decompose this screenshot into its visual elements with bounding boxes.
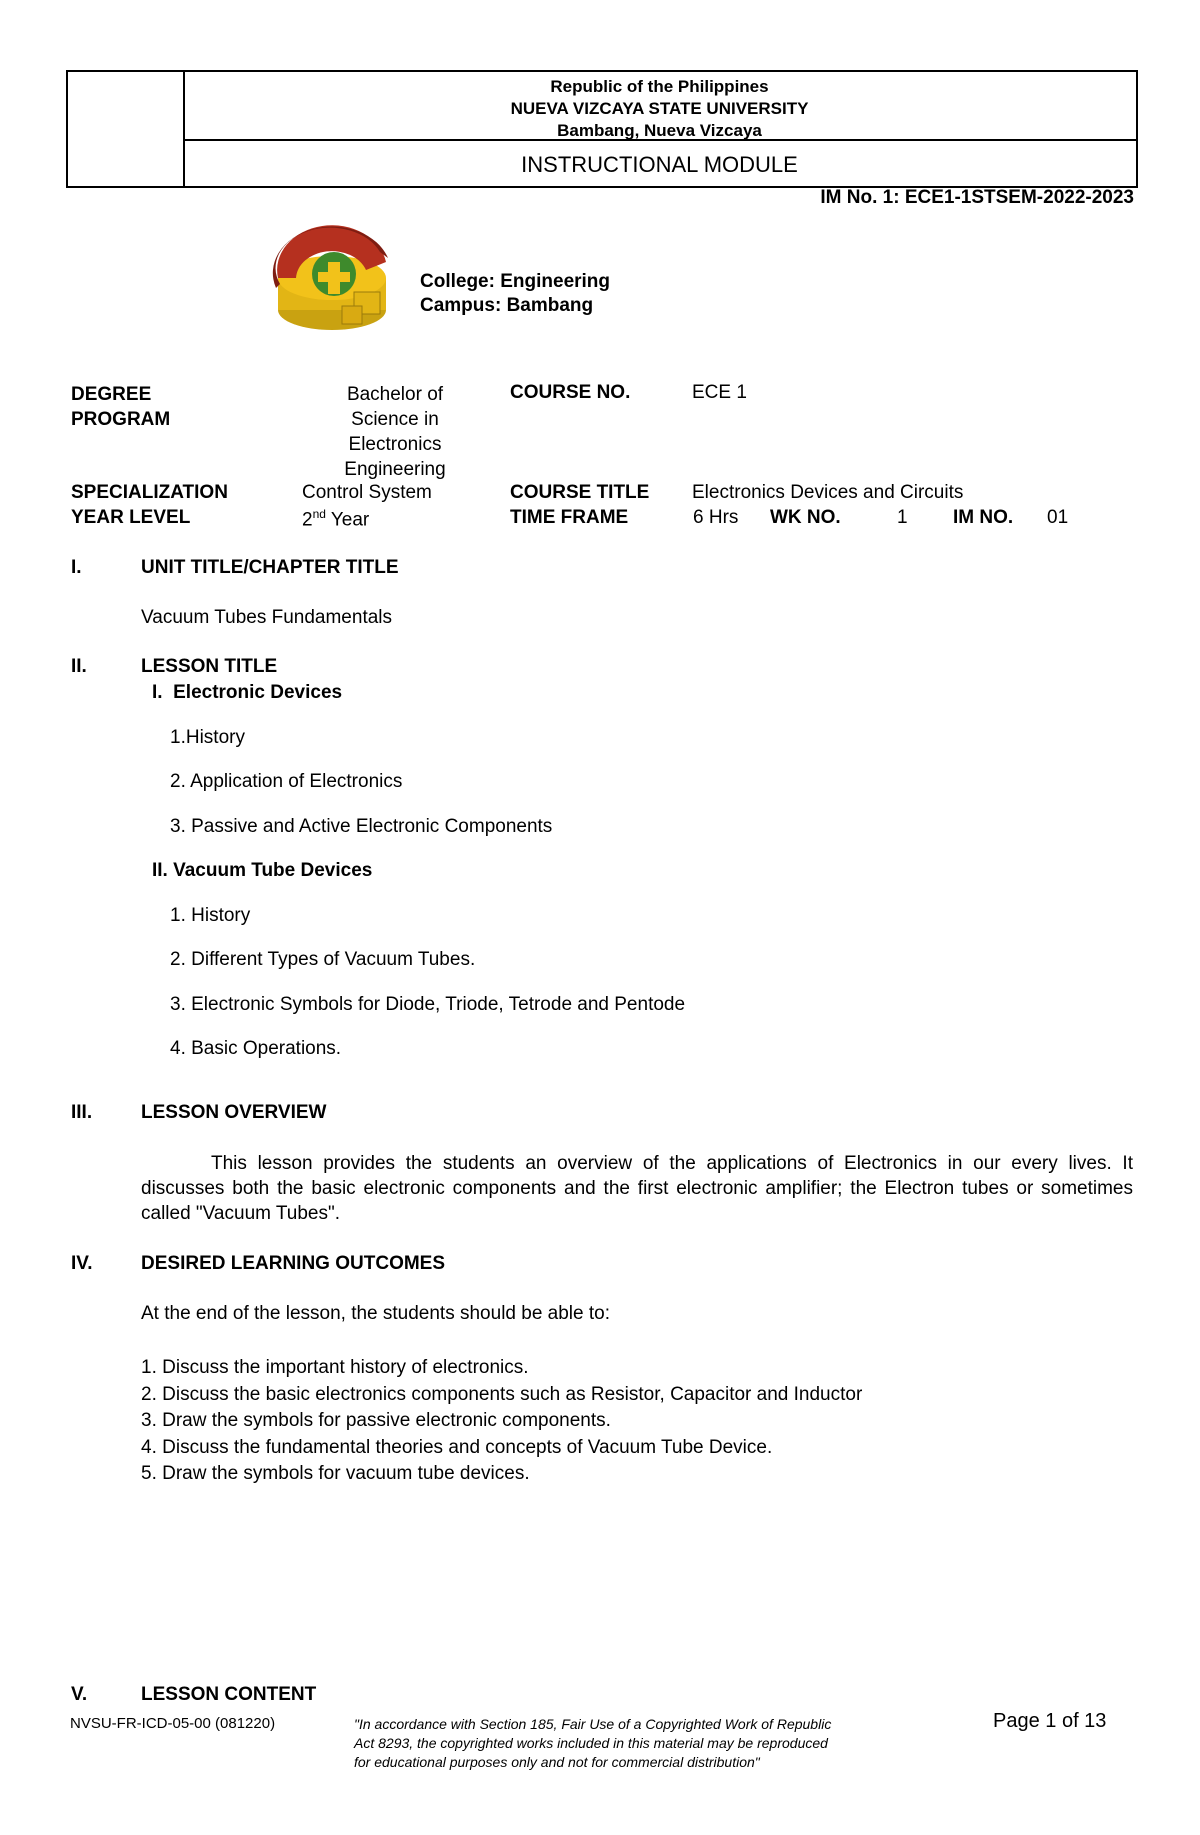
section-4-number: IV. <box>71 1253 93 1274</box>
wk-no-label: WK NO. <box>770 507 841 528</box>
section-3-title: LESSON OVERVIEW <box>141 1102 327 1123</box>
college-name: College: Engineering <box>420 271 611 292</box>
copyright-notice: "In accordance with Section 185, Fair Use of a Copyrighted Work of Republic Act 8293, the copyrighted works included in this material may be reproduced for educational purposes only and not for commercial distribution" <box>354 1716 832 1770</box>
time-frame-value: 6 Hrs <box>693 507 739 528</box>
outcomes-list <box>141 1355 862 1488</box>
list-item: 5. Draw the symbols for vacuum tube devices. <box>141 1463 530 1484</box>
course-no-value: ECE 1 <box>692 382 747 403</box>
college-block <box>420 270 610 318</box>
list-item: 3. Draw the symbols for passive electronic components. <box>141 1410 611 1431</box>
im-number: IM No. 1: ECE1-1STSEM-2022-2023 <box>820 187 1134 208</box>
section-2-title: LESSON TITLE <box>141 656 278 677</box>
list-item: 1. History <box>170 905 251 926</box>
degree-program-value: Bachelor of Science in Electronics Engineering <box>344 384 446 480</box>
section-1-title: UNIT TITLE/CHAPTER TITLE <box>141 557 399 578</box>
time-frame-label: TIME FRAME <box>510 507 629 528</box>
im-no-value: 01 <box>1047 507 1069 528</box>
section-4-title: DESIRED LEARNING OUTCOMES <box>141 1253 446 1274</box>
page-number: Page 1 of 13 <box>993 1710 1107 1732</box>
header-university: NUEVA VIZCAYA STATE UNIVERSITY <box>510 99 809 118</box>
list-item: 1.History <box>170 727 245 748</box>
lesson-subtitle-vacuum-tube-devices: II. Vacuum Tube Devices <box>152 860 373 881</box>
list-item: 4. Basic Operations. <box>170 1038 342 1059</box>
list-item: 2. Different Types of Vacuum Tubes. <box>170 949 476 970</box>
degree-program-label: DEGREE PROGRAM <box>71 384 171 430</box>
list-item: 1. Discuss the important history of electronics. <box>141 1357 529 1378</box>
lesson-subtitle-electronic-devices: I. Electronic Devices <box>152 682 343 703</box>
section-2-number: II. <box>71 656 87 677</box>
outcomes-intro: At the end of the lesson, the students should be able to: <box>141 1303 610 1324</box>
year-level-label: YEAR LEVEL <box>71 507 191 528</box>
im-no-label: IM NO. <box>953 507 1014 528</box>
year-level-value: 2nd Year <box>302 507 370 531</box>
specialization-label: SPECIALIZATION <box>71 482 228 503</box>
course-title-value: Electronics Devices and Circuits <box>692 482 964 503</box>
header-box <box>66 70 1138 188</box>
course-title-label: COURSE TITLE <box>510 482 650 503</box>
header-logo-cell <box>68 72 185 186</box>
wk-no-value: 1 <box>897 507 908 528</box>
unit-title-text: Vacuum Tubes Fundamentals <box>141 607 393 628</box>
list-item: 3. Passive and Active Electronic Components <box>170 816 553 837</box>
specialization-value: Control System <box>302 482 432 503</box>
course-no-label: COURSE NO. <box>510 382 631 403</box>
section-3-number: III. <box>71 1102 93 1123</box>
module-title: INSTRUCTIONAL MODULE <box>521 152 798 177</box>
section-5-number: V. <box>71 1684 88 1705</box>
college-seal-logo <box>270 222 406 338</box>
lesson-overview-text: This lesson provides the students an overview of the applications of Electronics in our every lives. It discusses both the basic electronic components and the first electronic amplifier; the Electron tubes or sometimes called "Vacuum Tubes". <box>141 1153 1133 1224</box>
section-1-number: I. <box>71 557 82 578</box>
header-institution <box>183 72 1136 141</box>
section-5-title: LESSON CONTENT <box>141 1684 317 1705</box>
list-item: 3. Electronic Symbols for Diode, Triode, Tetrode and Pentode <box>170 994 686 1015</box>
header-republic: Republic of the Philippines <box>550 77 769 96</box>
list-item: 4. Discuss the fundamental theories and concepts of Vacuum Tube Device. <box>141 1436 773 1458</box>
header-location: Bambang, Nueva Vizcaya <box>557 121 762 140</box>
list-item: 2. Application of Electronics <box>170 771 403 792</box>
list-item: 2. Discuss the basic electronics components such as Resistor, Capacitor and Inductor <box>141 1383 863 1405</box>
form-code: NVSU-FR-ICD-05-00 (081220) <box>70 1715 276 1732</box>
campus-name: Campus: Bambang <box>420 295 594 316</box>
